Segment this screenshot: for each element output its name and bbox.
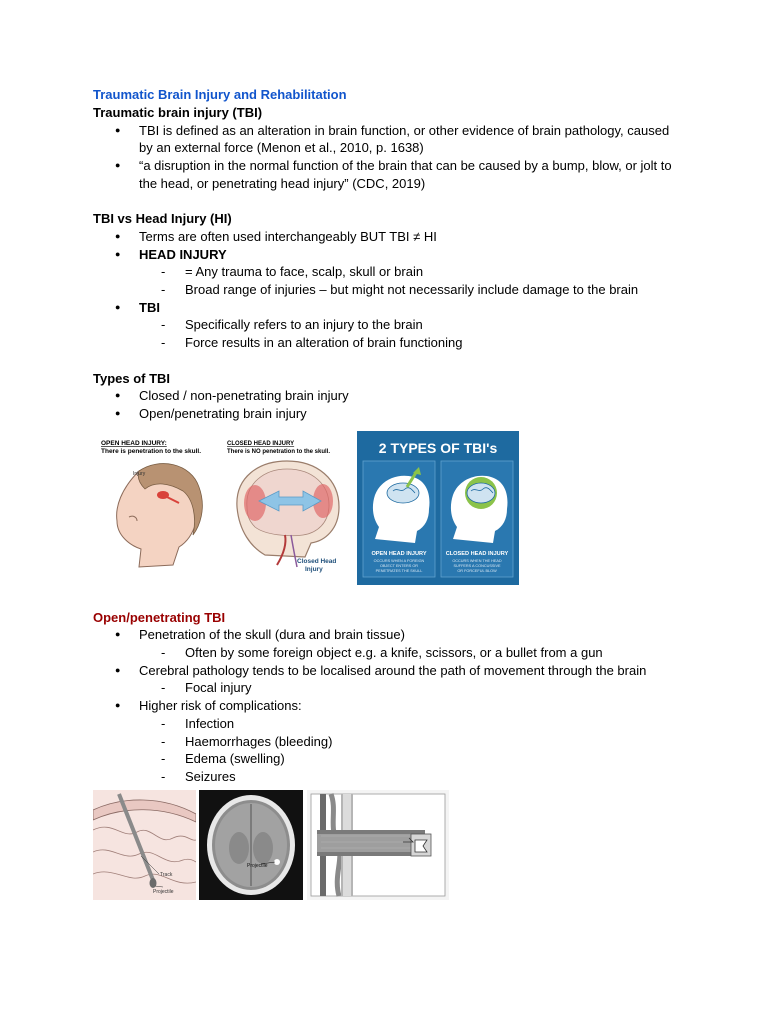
list-item: ● Cerebral pathology tends to be localised around the path of movement through the brain <box>93 662 683 680</box>
document-page <box>93 86 683 898</box>
track-label: Track <box>160 871 173 878</box>
section-heading-types: Types of TBI <box>93 370 171 386</box>
section-heading-tbi-vs-hi: TBI vs Head Injury (HI) <box>93 211 232 227</box>
poster-closed-desc-3: OR FORCEFUL BLOW <box>457 568 497 573</box>
list-item: ● “a disruption in the normal function of the brain that can be caused by a bump, blow, or jolt to the head, or penetrating head injury” (CDC, 2019) <box>93 157 683 192</box>
list-item-tbi: ● TBI <box>93 299 683 317</box>
poster-closed-desc-2: SUFFERS A CONCUSSIVE <box>453 563 501 568</box>
section-heading-open-penetrating: Open/penetrating TBI <box>93 609 226 625</box>
closed-caption-1: CLOSED HEAD INJURY <box>227 440 295 447</box>
ct-projectile-label: Projectile <box>247 862 268 869</box>
poster-open-label: OPEN HEAD INJURY <box>371 550 427 557</box>
list-item-head-injury: ● HEAD INJURY <box>93 246 683 264</box>
sub-list-item: - Seizures <box>93 768 683 786</box>
sub-list-item: - Focal injury <box>93 679 683 697</box>
tbi-types-figure <box>93 423 683 591</box>
sub-list-item: - Specifically refers to an injury to the brain <box>93 316 683 334</box>
closed-caption-2: There is NO penetration to the skull. <box>227 448 331 455</box>
list-item: ● Penetration of the skull (dura and brain tissue) <box>93 626 683 644</box>
poster-open-desc-1: OCCURS WHEN A FOREIGN <box>373 558 425 563</box>
poster-closed-label: CLOSED HEAD INJURY <box>445 550 509 557</box>
open-caption-1: OPEN HEAD INJURY: <box>101 439 167 447</box>
sub-list-item: - Haemorrhages (bleeding) <box>93 733 683 751</box>
list-item: ● Closed / non-penetrating brain injury <box>93 387 683 405</box>
ct-scan-image <box>199 790 303 900</box>
list-item: ● TBI is defined as an alteration in brain function, or other evidence of brain pathology, caused by an external force (Menon et al., 2010, p. 1638) <box>93 122 683 157</box>
projectile-label: Projectile <box>153 888 174 895</box>
open-penetrating-list <box>93 626 683 785</box>
poster-closed-desc-1: OCCURS WHEN THE HEAD <box>452 558 502 563</box>
list-item: ● Open/penetrating brain injury <box>93 405 683 423</box>
cross-section-track-diagram <box>307 790 449 900</box>
closed-head-injury-image <box>225 437 349 577</box>
open-head-injury-image <box>99 437 217 577</box>
open-injury-label: Injury <box>133 470 146 477</box>
list-item: ● Higher risk of complications: <box>93 697 683 715</box>
sub-list-item: - = Any trauma to face, scalp, skull or brain <box>93 263 683 281</box>
sub-list-item: - Often by some foreign object e.g. a knife, scissors, or a bullet from a gun <box>93 644 683 662</box>
open-caption-2: There is penetration to the skull. <box>101 447 202 455</box>
poster-open-desc-2: OBJECT ENTERS OR <box>379 563 419 568</box>
sub-list-item: - Infection <box>93 715 683 733</box>
tbi-definition-list <box>93 122 683 193</box>
sub-list-item: - Force results in an alteration of brain functioning <box>93 334 683 352</box>
tbi-vs-hi-list <box>93 228 683 352</box>
poster-open-desc-3: PENETRATES THE SKULL <box>375 568 423 573</box>
document-title: Traumatic Brain Injury and Rehabilitation <box>93 87 347 102</box>
list-item: ● Terms are often used interchangeably BUT TBI ≠ HI <box>93 228 683 246</box>
closed-label-2: Injury <box>305 565 323 573</box>
sub-list-item: - Broad range of injuries – but might not necessarily include damage to the brain <box>93 281 683 299</box>
poster-title: 2 TYPES OF TBI's <box>378 439 498 456</box>
sub-list-item: - Edema (swelling) <box>93 750 683 768</box>
projectile-track-diagram <box>93 790 196 900</box>
penetrating-injury-figure <box>93 786 683 898</box>
closed-label-1: Closed Head <box>297 557 337 565</box>
section-heading-tbi: Traumatic brain injury (TBI) <box>93 105 263 120</box>
types-list <box>93 387 683 422</box>
two-types-tbi-poster <box>357 431 519 585</box>
